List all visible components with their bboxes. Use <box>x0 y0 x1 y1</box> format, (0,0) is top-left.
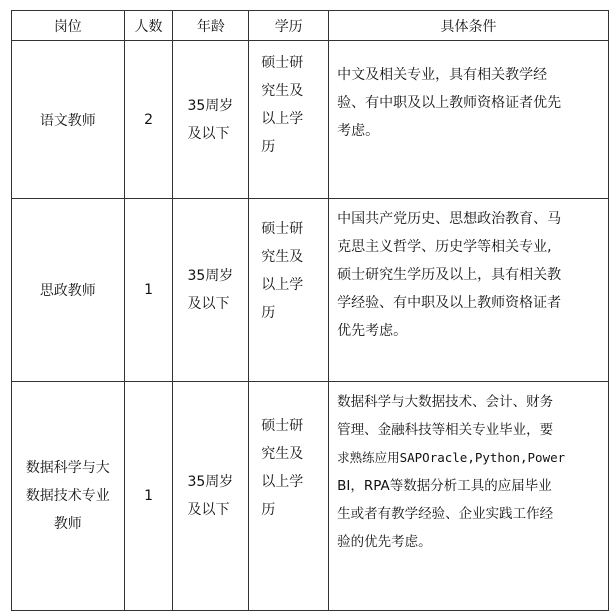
header-requirements: 具体条件 <box>329 11 609 41</box>
age-line: 35周岁 <box>187 268 234 284</box>
education-cell <box>249 199 329 382</box>
age-line: 及以下 <box>187 502 230 518</box>
count-cell: 1 <box>124 199 173 382</box>
requirement-line: 验、有中职及以上教师资格证者优先 <box>337 95 562 111</box>
position-cell <box>12 382 125 611</box>
header-education: 学历 <box>249 11 329 41</box>
education-line: 究生及 <box>261 83 304 99</box>
count-cell: 2 <box>124 41 173 199</box>
age-line: 及以下 <box>187 125 230 142</box>
requirement-line: 考虑。 <box>337 123 380 139</box>
education-line: 历 <box>261 139 276 155</box>
age-line: 及以下 <box>187 296 230 312</box>
requirements-cell <box>329 199 609 382</box>
requirement-line: 数据科学与大数据技术、会计、财务 <box>337 394 554 410</box>
education-line: 硕士研 <box>261 55 304 71</box>
table-row <box>12 41 609 199</box>
education-line: 硕士研 <box>261 418 304 434</box>
position-line: 教师 <box>53 516 82 532</box>
requirement-line: 求熟练应用SAPOracle,Python,Power <box>337 450 566 465</box>
position-line: 语文教师 <box>39 112 96 129</box>
requirement-line: 优先考虑。 <box>337 323 408 339</box>
education-line: 究生及 <box>261 249 304 265</box>
age-line: 35周岁 <box>187 474 234 490</box>
education-line: 以上学 <box>261 277 304 293</box>
age-cell <box>173 41 249 199</box>
header-position: 岗位 <box>12 11 125 41</box>
requirement-line: 硕士研究生学历及以上，具有相关教 <box>337 267 562 283</box>
age-cell <box>173 199 249 382</box>
table-row <box>12 382 609 611</box>
position-cell <box>12 199 125 382</box>
requirement-line: 中文及相关专业，具有相关教学经 <box>337 67 548 83</box>
requirement-line: 验的优先考虑。 <box>337 534 432 550</box>
requirements-cell <box>329 41 609 199</box>
position-line: 数据科学与大 <box>25 460 110 476</box>
education-line: 历 <box>261 502 276 518</box>
header-count: 人数 <box>124 11 173 41</box>
requirement-line: 克思主义哲学、历史学等相关专业, <box>337 239 552 255</box>
education-line: 历 <box>261 305 276 321</box>
age-line: 35周岁 <box>187 97 234 114</box>
requirements-cell <box>329 382 609 611</box>
table-row <box>12 199 609 382</box>
requirement-line: 学经验、有中职及以上教师资格证者 <box>337 295 562 311</box>
header-age: 年龄 <box>173 11 249 41</box>
position-line: 思政教师 <box>39 283 96 299</box>
education-cell <box>249 41 329 199</box>
recruitment-table <box>11 10 609 611</box>
education-line: 硕士研 <box>261 221 304 237</box>
education-cell <box>249 382 329 611</box>
position-line: 数据技术专业 <box>25 488 110 504</box>
count-cell: 1 <box>124 382 173 611</box>
position-cell <box>12 41 125 199</box>
requirement-line: 生或者有教学经验、企业实践工作经 <box>337 506 554 522</box>
requirement-line: 中国共产党历史、思想政治教育、马 <box>337 211 562 227</box>
requirement-line: BI，RPA等数据分析工具的应届毕业 <box>337 478 552 494</box>
requirement-line: 管理、金融科技等相关专业毕业，要 <box>337 422 554 438</box>
age-cell <box>173 382 249 611</box>
education-line: 究生及 <box>261 446 304 462</box>
education-line: 以上学 <box>261 111 304 127</box>
education-line: 以上学 <box>261 474 304 490</box>
header-row <box>12 11 609 41</box>
